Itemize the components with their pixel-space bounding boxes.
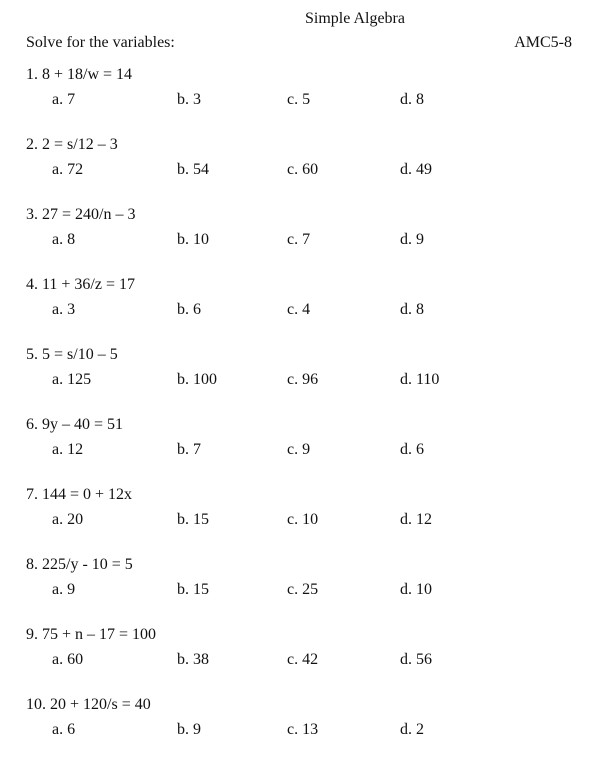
choice-b: b. 54: [177, 161, 209, 178]
answer-choices: [52, 301, 572, 323]
choice-d: d. 10: [400, 581, 432, 598]
choice-d: d. 8: [400, 301, 424, 318]
choice-a: a. 20: [52, 511, 84, 528]
choice-d: d. 49: [400, 161, 432, 178]
choice-d: d. 56: [400, 651, 432, 668]
course-code: AMC5-8: [514, 34, 572, 51]
choice-a: a. 12: [52, 441, 84, 458]
answer-choices: [52, 231, 572, 253]
question-text: 7. 144 = 0 + 12x: [26, 486, 133, 503]
question-text: 8. 225/y - 10 = 5: [26, 556, 133, 573]
choice-c: c. 96: [287, 371, 319, 388]
problem-5: [26, 346, 586, 416]
choice-b: b. 9: [177, 721, 201, 738]
problem-6: [26, 416, 586, 486]
question-text: 3. 27 = 240/n – 3: [26, 206, 136, 223]
question-text: 5. 5 = s/10 – 5: [26, 346, 118, 363]
choice-c: c. 25: [287, 581, 319, 598]
question-text: 4. 11 + 36/z = 17: [26, 276, 135, 293]
choice-a: a. 6: [52, 721, 76, 738]
choice-b: b. 3: [177, 91, 201, 108]
choice-c: c. 7: [287, 231, 311, 248]
choice-b: b. 38: [177, 651, 209, 668]
choice-b: b. 6: [177, 301, 201, 318]
choice-c: c. 13: [287, 721, 319, 738]
choice-a: a. 72: [52, 161, 84, 178]
problem-2: [26, 136, 586, 206]
question-text: 2. 2 = s/12 – 3: [26, 136, 118, 153]
choice-b: b. 15: [177, 511, 209, 528]
problem-4: [26, 276, 586, 346]
problem-10: [26, 696, 586, 766]
choice-c: c. 42: [287, 651, 319, 668]
choice-d: d. 8: [400, 91, 424, 108]
answer-choices: [52, 161, 572, 183]
choice-c: c. 9: [287, 441, 311, 458]
question-text: 6. 9y – 40 = 51: [26, 416, 124, 433]
question-text: 9. 75 + n – 17 = 100: [26, 626, 157, 643]
choice-c: c. 10: [287, 511, 319, 528]
choice-c: c. 5: [287, 91, 311, 108]
answer-choices: [52, 651, 572, 673]
choice-d: d. 6: [400, 441, 424, 458]
worksheet-title: Simple Algebra: [305, 10, 405, 27]
choice-b: b. 100: [177, 371, 217, 388]
choice-d: d. 110: [400, 371, 440, 388]
choice-a: a. 8: [52, 231, 76, 248]
choice-c: c. 4: [287, 301, 311, 318]
answer-choices: [52, 371, 572, 393]
problem-1: [26, 66, 586, 136]
problem-3: [26, 206, 586, 276]
question-text: 10. 20 + 120/s = 40: [26, 696, 151, 713]
choice-d: d. 2: [400, 721, 424, 738]
problem-8: [26, 556, 586, 626]
answer-choices: [52, 581, 572, 603]
choice-a: a. 60: [52, 651, 84, 668]
question-text: 1. 8 + 18/w = 14: [26, 66, 133, 83]
answer-choices: [52, 441, 572, 463]
choice-a: a. 9: [52, 581, 76, 598]
choice-a: a. 3: [52, 301, 76, 318]
problem-7: [26, 486, 586, 556]
choice-a: a. 125: [52, 371, 92, 388]
choice-d: d. 12: [400, 511, 432, 528]
choice-d: d. 9: [400, 231, 424, 248]
answer-choices: [52, 91, 572, 113]
problem-9: [26, 626, 586, 696]
choice-b: b. 15: [177, 581, 209, 598]
answer-choices: [52, 721, 572, 743]
problem-list: [26, 66, 586, 766]
choice-b: b. 7: [177, 441, 201, 458]
choice-a: a. 7: [52, 91, 76, 108]
choice-b: b. 10: [177, 231, 209, 248]
answer-choices: [52, 511, 572, 533]
choice-c: c. 60: [287, 161, 319, 178]
instructions-text: Solve for the variables:: [26, 34, 175, 51]
